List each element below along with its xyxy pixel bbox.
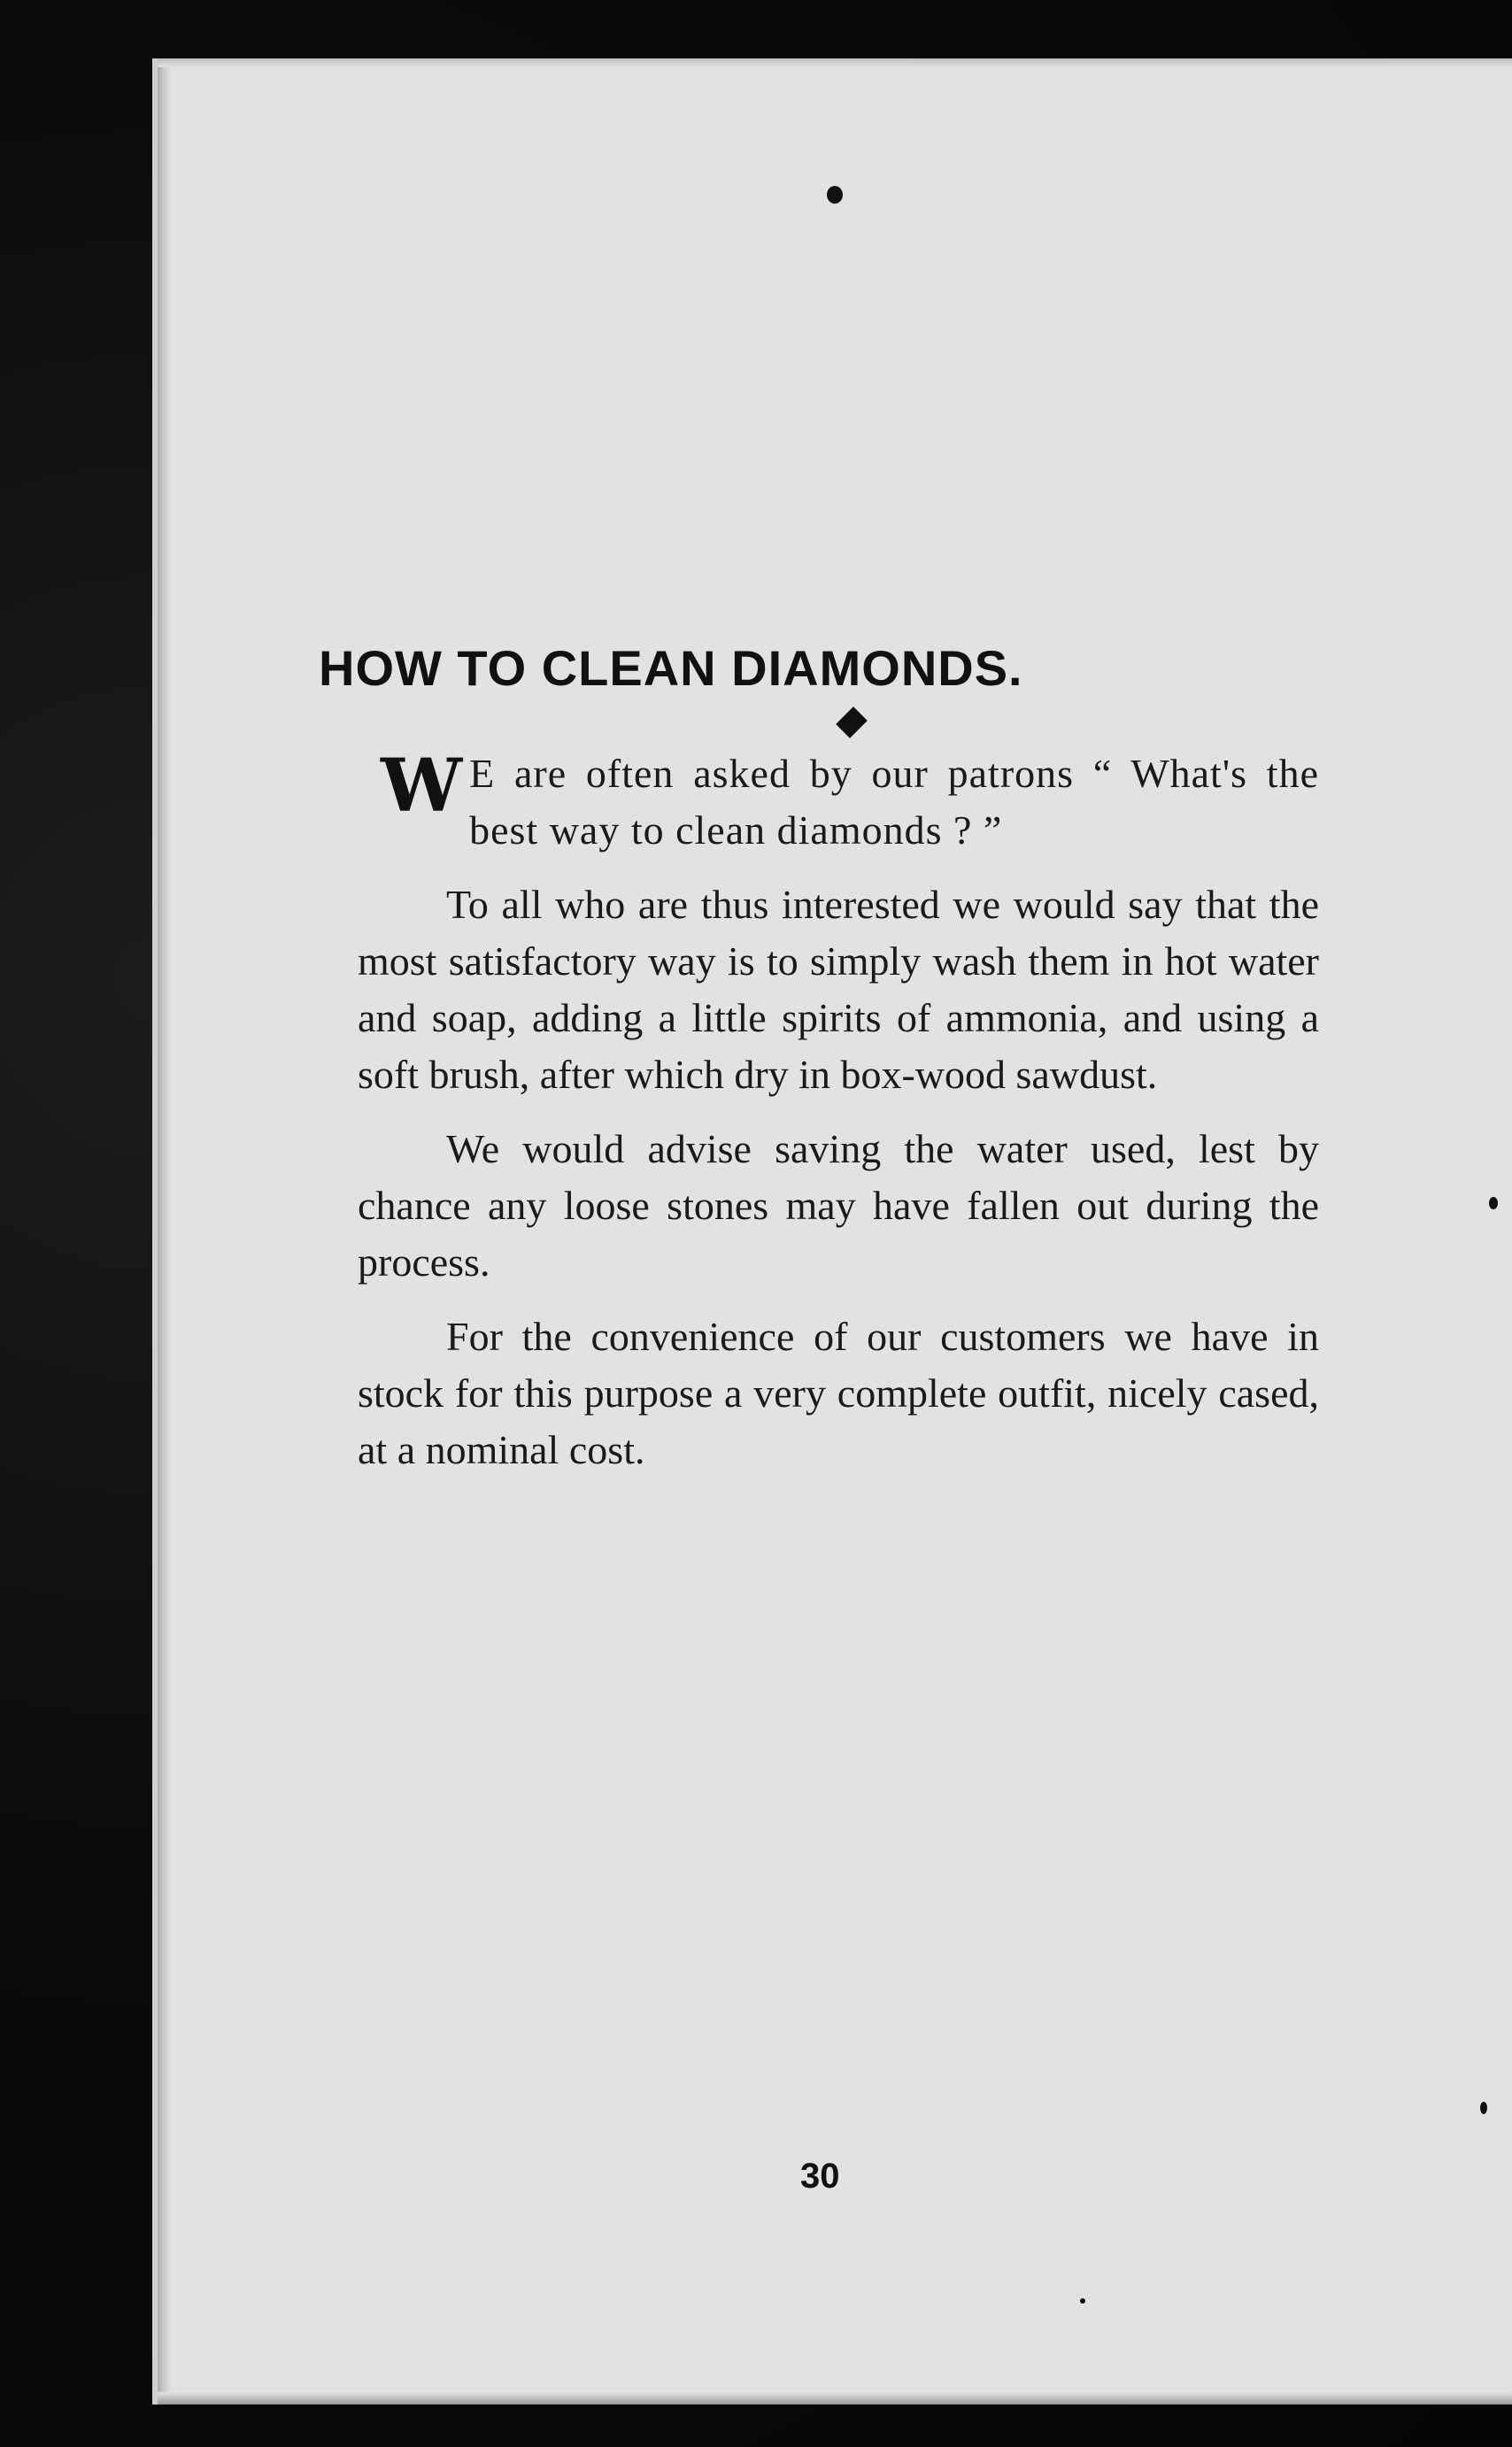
ink-spot (1489, 1197, 1498, 1209)
paragraph-2: To all who are thus interested we would say that the most satisfactory way is to simply wash them in hot water and soap, adding a little spirits of ammonia, and using a soft brush, after which dry in box-wood sawdust. (358, 882, 1319, 1097)
drop-cap: W (381, 744, 463, 829)
ink-spot (1480, 2102, 1487, 2114)
page-number: 30 (800, 2157, 840, 2196)
page-top-edge (158, 58, 1512, 67)
paragraph-1-text: E are often asked by our patrons “ What's the best way to clean diamonds ? ” (469, 751, 1319, 853)
paragraph-4: For the convenience of our customers we have in stock for this purpose a very complete outfit, nicely cased, at a nominal cost. (358, 1314, 1319, 1472)
paragraph-3: We would advise saving the water used, lest by chance any loose stones may have fallen out during the process. (358, 1126, 1319, 1285)
ink-spot (1080, 2298, 1085, 2304)
ink-spot (827, 186, 843, 204)
page-title: HOW TO CLEAN DIAMONDS. (319, 640, 1023, 696)
page-bottom-edge (158, 2392, 1512, 2405)
body-text (358, 745, 1319, 1478)
paragraph-1 (358, 745, 1319, 859)
